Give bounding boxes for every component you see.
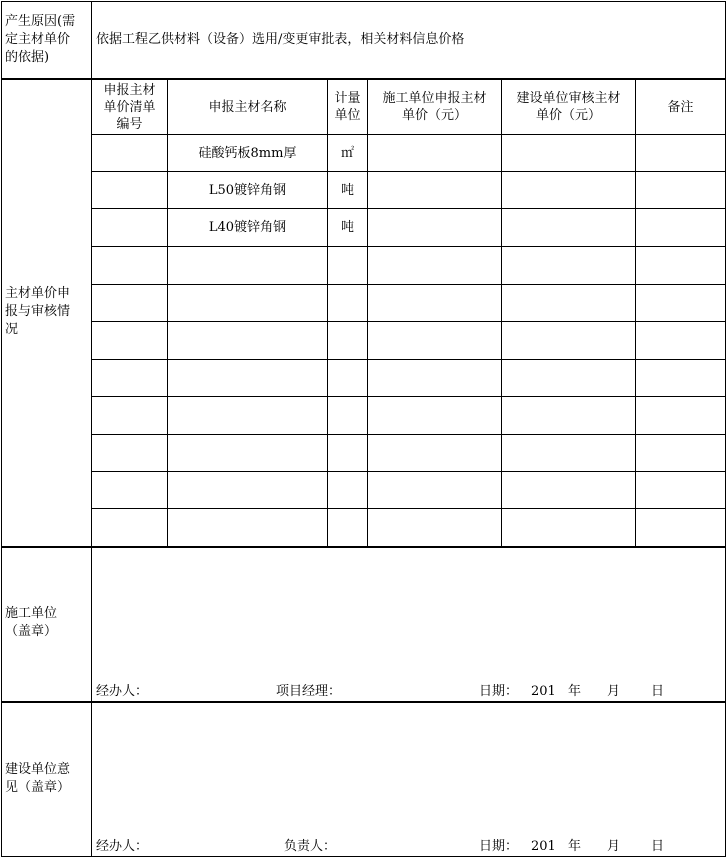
owner-day-label: 日 [651, 839, 665, 854]
header-owner-price: 建设单位审核主材 单价（元） [516, 91, 621, 123]
header-name: 申报主材名称 [208, 99, 287, 115]
table-row-material-name: L40镀锌角钢 [208, 220, 287, 235]
border-right [725, 1, 726, 857]
border-table-bottom [1, 546, 725, 548]
owner-year-label: 年 [568, 839, 582, 854]
table-row-unit: ㎡ [340, 145, 354, 161]
border-left [1, 1, 2, 857]
table-row-material-name: L50镀锌角钢 [208, 182, 287, 198]
reason-content: 依据工程乙供材料（设备）选用/变更审批表，相关材料信息价格 [96, 32, 465, 47]
owner-date-year: 201 [531, 839, 556, 854]
border-top [1, 1, 725, 2]
row-line [91, 321, 725, 322]
border-contractor-bottom [1, 701, 725, 703]
row-line [91, 246, 725, 247]
contractor-manager-label: 项目经理： [276, 684, 342, 699]
row-line [91, 396, 725, 397]
owner-month-label: 月 [607, 839, 621, 854]
header-unit: 计量 单位 [334, 91, 361, 123]
header-contractor-price: 施工单位申报主材 单价（元） [382, 91, 487, 123]
row-line [91, 284, 725, 285]
row-line [91, 434, 725, 435]
owner-responsible-label: 负责人： [284, 839, 337, 854]
header-remark: 备注 [667, 99, 694, 115]
table-row-material-name: 硅酸钙板8mm厚 [198, 145, 297, 161]
row-line [91, 359, 725, 360]
column-line [635, 79, 636, 547]
owner-date-label: 日期： [479, 839, 519, 854]
contractor-month-label: 月 [607, 684, 621, 699]
row-line [91, 471, 725, 472]
contractor-handler-label: 经办人： [96, 684, 149, 699]
column-line [367, 79, 368, 547]
contractor-day-label: 日 [651, 684, 665, 699]
border-bottom [1, 856, 725, 857]
contractor-date-year: 201 [531, 684, 556, 699]
row-line [91, 508, 725, 509]
column-line [501, 79, 502, 547]
table-row-unit: 吨 [340, 182, 354, 198]
contractor-year-label: 年 [568, 684, 582, 699]
table-row-unit: 吨 [340, 220, 354, 235]
owner-handler-label: 经办人： [96, 839, 149, 854]
header-code: 申报主材 单价清单 编号 [103, 82, 156, 132]
contractor-date-label: 日期： [479, 684, 519, 699]
